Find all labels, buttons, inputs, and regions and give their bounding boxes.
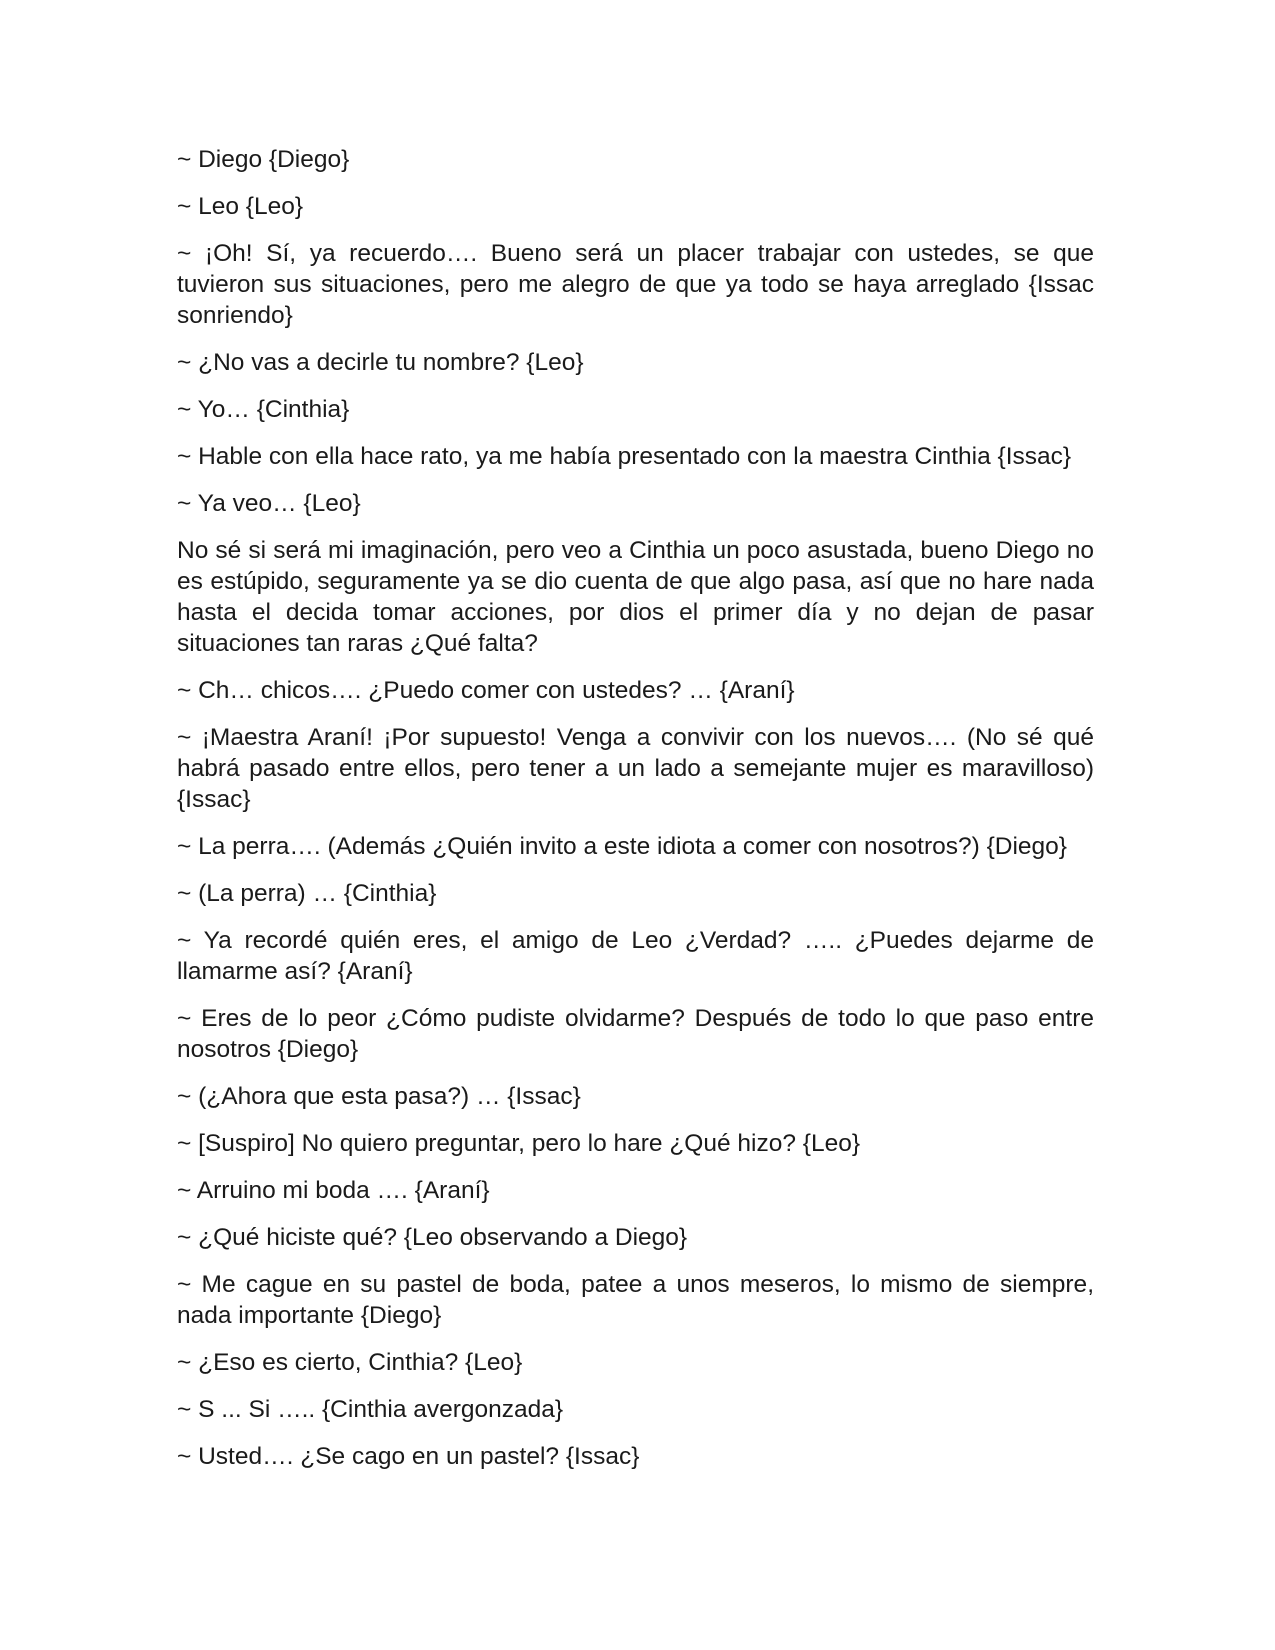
dialogue-line: ~ [Suspiro] No quiero preguntar, pero lo hare ¿Qué hizo? {Leo} <box>177 1130 861 1157</box>
dialogue-line: ~ Diego {Diego} <box>177 146 350 173</box>
dialogue-line: ~ La perra…. (Además ¿Quién invito a este idiota a comer con nosotros?) {Diego} <box>177 833 1067 860</box>
dialogue-line: ~ Usted…. ¿Se cago en un pastel? {Issac} <box>177 1443 640 1470</box>
dialogue-line: ~ Ch… chicos…. ¿Puedo comer con ustedes? … {Araní} <box>177 677 795 704</box>
dialogue-line: ~ Ya recordé quién eres, el amigo de Leo ¿Verdad? ….. ¿Puedes dejarme de llamarme así? {Araní} <box>177 927 1094 985</box>
dialogue-line: ~ ¿Eso es cierto, Cinthia? {Leo} <box>177 1349 523 1376</box>
dialogue-line: ~ (La perra) … {Cinthia} <box>177 880 437 907</box>
dialogue-line: ~ Leo {Leo} <box>177 193 304 220</box>
dialogue-line: ~ Ya veo… {Leo} <box>177 490 361 517</box>
dialogue-line: ~ (¿Ahora que esta pasa?) … {Issac} <box>177 1083 581 1110</box>
dialogue-line: ~ ¡Maestra Araní! ¡Por supuesto! Venga a convivir con los nuevos…. (No sé qué habrá pasado entre ellos, pero tener a un lado a semejante mujer es maravilloso) {Issac} <box>177 724 1094 813</box>
dialogue-line: ~ Eres de lo peor ¿Cómo pudiste olvidarme? Después de todo lo que paso entre nosotros {Diego} <box>177 1005 1094 1063</box>
dialogue-line: ~ Arruino mi boda …. {Araní} <box>177 1177 490 1204</box>
dialogue-line: ~ ¿No vas a decirle tu nombre? {Leo} <box>177 349 584 376</box>
narration-paragraph: No sé si será mi imaginación, pero veo a Cinthia un poco asustada, bueno Diego no es estúpido, seguramente ya se dio cuenta de que algo pasa, así que no hare nada hasta el decida tomar acciones, por dios el primer día y no dejan de pasar situaciones tan raras ¿Qué falta? <box>177 537 1094 657</box>
dialogue-line: ~ Yo… {Cinthia} <box>177 396 350 423</box>
dialogue-line: ~ ¡Oh! Sí, ya recuerdo…. Bueno será un placer trabajar con ustedes, se que tuvieron sus situaciones, pero me alegro de que ya todo se haya arreglado {Issac sonriendo} <box>177 240 1094 329</box>
dialogue-line: ~ S ... Si ….. {Cinthia avergonzada} <box>177 1396 564 1423</box>
dialogue-line: ~ Hable con ella hace rato, ya me había presentado con la maestra Cinthia {Issac} <box>177 443 1072 470</box>
dialogue-line: ~ ¿Qué hiciste qué? {Leo observando a Diego} <box>177 1224 688 1251</box>
document-body <box>177 144 1094 1488</box>
dialogue-line: ~ Me cague en su pastel de boda, patee a unos meseros, lo mismo de siempre, nada importante {Diego} <box>177 1271 1094 1329</box>
